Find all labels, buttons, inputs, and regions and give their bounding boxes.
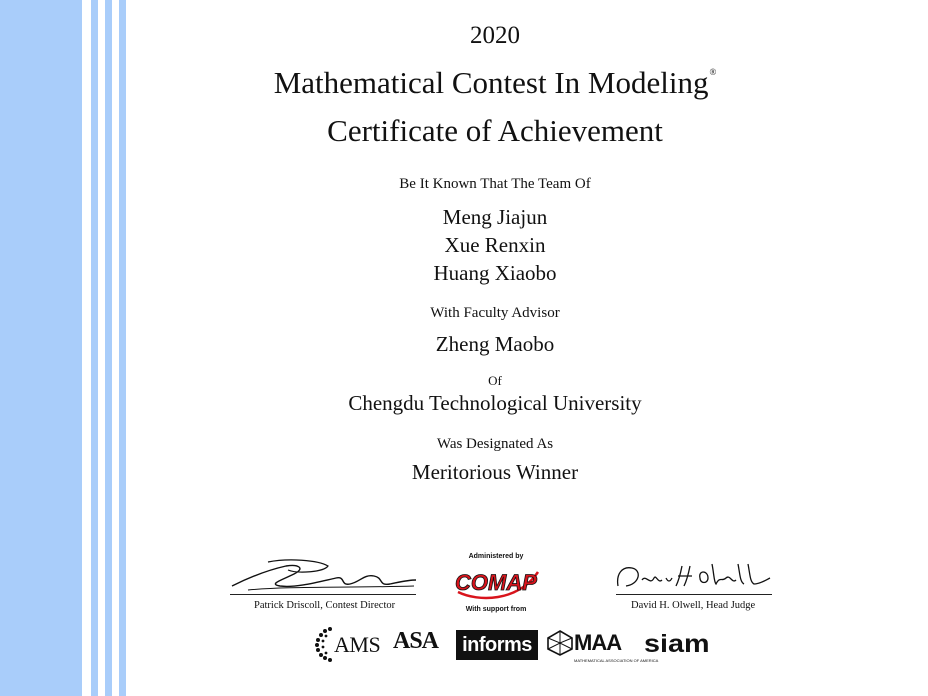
asa-logo: ASA (393, 628, 439, 654)
contest-name: Mathematical Contest In Modeling (273, 65, 709, 100)
team-member: Huang Xiaobo (433, 261, 557, 285)
signature-line (616, 594, 772, 595)
support-label: With support from (465, 606, 527, 613)
certificate-subtitle: Certificate of Achievement (327, 113, 663, 148)
signature-line (230, 594, 416, 595)
award-title: Meritorious Winner (411, 460, 579, 484)
comap-logo-text: COMAP (455, 570, 537, 595)
judge-caption: David H. Olwell, Head Judge (631, 600, 756, 611)
stripe-wide (0, 0, 82, 696)
stripe-thin (91, 0, 98, 696)
team-member: Meng Jiajun (442, 205, 548, 229)
maa-logo (546, 626, 659, 666)
sponsor-logos (314, 624, 714, 666)
ams-logo-text: AMS (334, 632, 381, 657)
informs-logo-text: informs (456, 630, 538, 660)
director-caption: Patrick Driscoll, Contest Director (254, 600, 396, 611)
ams-dots-icon (314, 626, 336, 662)
siam-logo (644, 630, 716, 660)
siam-logo-text: siam (644, 630, 710, 658)
contest-title (200, 65, 790, 101)
stripe-thin (105, 0, 112, 696)
administered-by-label: Administered by (468, 553, 524, 560)
director-signature (228, 556, 418, 594)
designation-label: Was Designated As (436, 436, 554, 452)
ams-logo (314, 624, 390, 664)
maa-logo-text: MAA (574, 630, 622, 655)
maa-full-name: MATHEMATICAL ASSOCIATION OF AMERICA (574, 658, 659, 663)
team-members (200, 203, 790, 287)
stripe-thin (119, 0, 126, 696)
team-member: Xue Renxin (444, 233, 546, 257)
advisor-name: Zheng Maobo (435, 332, 555, 356)
contest-year: 2020 (470, 22, 520, 49)
comap-logo (448, 562, 544, 604)
institution-name: Chengdu Technological University (348, 391, 642, 415)
registered-mark: ® (709, 67, 717, 77)
informs-logo (456, 630, 538, 662)
advisor-label: With Faculty Advisor (430, 305, 560, 321)
intro-label: Be It Known That The Team Of (399, 176, 591, 192)
left-border-stripes (0, 0, 128, 696)
maa-polyhedron-icon (546, 630, 574, 656)
of-label: Of (488, 373, 502, 388)
judge-signature (612, 556, 772, 594)
